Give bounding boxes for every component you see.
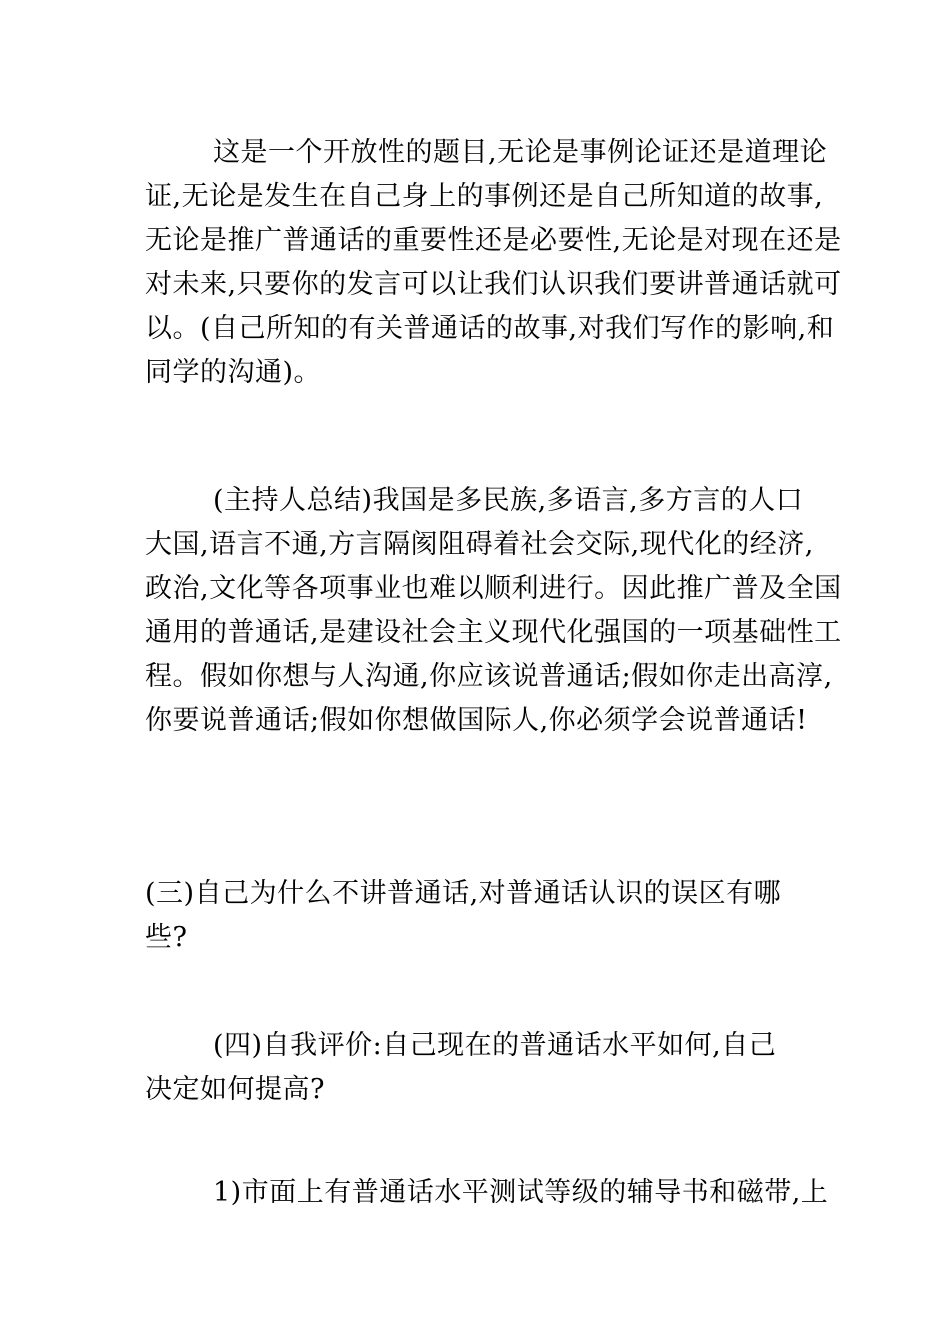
- text-line: 以。(自己所知的有关普通话的故事,对我们写作的影响,和: [145, 313, 835, 344]
- paragraph-open-topic: [145, 131, 842, 395]
- text-line: 你要说普通话;假如你想做国际人,你必须学会说普通话!: [145, 705, 808, 736]
- text-line: 程。假如你想与人沟通,你应该说普通话;假如你走出高淳,: [145, 661, 833, 692]
- text-line: 证,无论是发生在自己身上的事例还是自己所知道的故事,: [145, 181, 824, 212]
- text-line: (三)自己为什么不讲普通话,对普通话认识的误区有哪: [145, 878, 782, 909]
- list-item-one: [145, 1171, 829, 1215]
- text-line: 通用的普通话,是建设社会主义现代化强国的一项基础性工: [145, 617, 842, 648]
- text-line: 大国,语言不通,方言隔阂阻碍着社会交际,现代化的经济,: [145, 529, 814, 560]
- text-line: 些?: [145, 922, 188, 953]
- text-line: 同学的沟通)。: [145, 357, 322, 388]
- section-heading-four: [145, 1024, 810, 1112]
- paragraph-host-summary: [145, 479, 842, 743]
- text-line: 1)市面上有普通话水平测试等级的辅导书和磁带,上: [213, 1177, 829, 1208]
- text-line: (主持人总结)我国是多民族,多语言,多方言的人口: [213, 485, 804, 516]
- text-line: 政治,文化等各项事业也难以顺利进行。因此推广普及全国: [145, 573, 842, 604]
- text-line: 决定如何提高?: [145, 1074, 325, 1105]
- text-line: 这是一个开放性的题目,无论是事例论证还是道理论: [213, 137, 828, 168]
- text-line: (四)自我评价:自己现在的普通话水平如何,自己: [213, 1030, 777, 1061]
- text-line: 无论是推广普通话的重要性还是必要性,无论是对现在还是: [145, 225, 842, 256]
- section-heading-three: [145, 872, 810, 960]
- text-line: 对未来,只要你的发言可以让我们认识我们要讲普通话就可: [145, 269, 842, 300]
